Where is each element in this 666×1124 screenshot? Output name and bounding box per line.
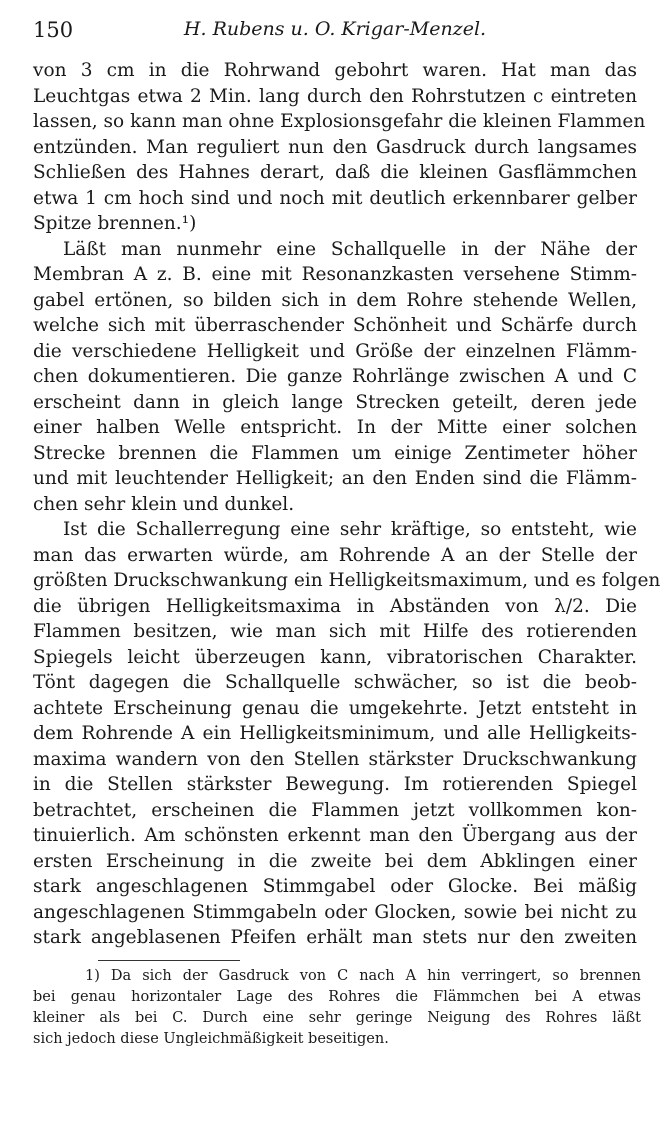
body-line: Strecke brennen die Flammen um einige Zentimeter höher <box>33 442 637 464</box>
body-line: die übrigen Helligkeitsmaxima in Abständen von λ/2. Die <box>33 595 637 617</box>
body-line: Leuchtgas etwa 2 Min. lang durch den Rohrstutzen c eintreten <box>33 85 637 107</box>
body-line: Tönt dagegen die Schallquelle schwächer, so ist die beob- <box>33 672 637 693</box>
footnote-line: sich jedoch diese Ungleichmäßigkeit beseitigen. <box>33 1031 389 1047</box>
running-head: H. Rubens u. O. Krigar-Menzel. <box>183 18 487 40</box>
body-line: stark angeschlagenen Stimmgabel oder Glocke. Bei mäßig <box>33 876 637 897</box>
body-line: und mit leuchtender Helligkeit; an den Enden sind die Flämm- <box>33 468 637 489</box>
body-line: achtete Erscheinung genau die umgekehrte. Jetzt entsteht in <box>33 697 637 719</box>
body-line: welche sich mit überraschender Schönheit und Schärfe durch <box>33 315 637 336</box>
body-line: erscheint dann in gleich lange Strecken geteilt, deren jede <box>33 391 637 413</box>
body-line: dem Rohrende A ein Helligkeitsminimum, und alle Helligkeits- <box>33 723 637 744</box>
footnote-line: kleiner als bei C. Durch eine sehr geringe Neigung des Rohres läßt <box>33 1010 641 1026</box>
body-line: chen sehr klein und dunkel. <box>33 493 295 515</box>
body-line: die verschiedene Helligkeit und Größe der einzelnen Flämm- <box>33 340 637 362</box>
body-line: chen dokumentieren. Die ganze Rohrlänge zwischen A und C <box>33 366 637 387</box>
footnote-line: 1) Da sich der Gasdruck von C nach A hin verringert, so brennen <box>85 968 641 984</box>
body-line: lassen, so kann man ohne Explosionsgefahr die kleinen Flammen <box>33 111 646 132</box>
page-number: 150 <box>33 18 74 42</box>
body-line: stark angeblasenen Pfeifen erhält man stets nur den zweiten <box>33 927 637 948</box>
body-line: angeschlagenen Stimmgabeln oder Glocken, sowie bei nicht zu <box>33 901 637 923</box>
body-line: Ist die Schallerregung eine sehr kräftige, so entsteht, wie <box>63 519 637 540</box>
body-line: einer halben Welle entspricht. In der Mitte einer solchen <box>33 417 637 438</box>
body-line: tinuierlich. Am schönsten erkennt man den Übergang aus der <box>33 825 637 846</box>
footnote-rule <box>98 960 240 961</box>
body-line: maxima wandern von den Stellen stärkster Druckschwankung <box>33 748 637 770</box>
body-line: Spiegels leicht überzeugen kann, vibratorischen Charakter. <box>33 646 637 668</box>
footnote-line: bei genau horizontaler Lage des Rohres die Flämmchen bei A etwas <box>33 989 641 1005</box>
body-line: Schließen des Hahnes derart, daß die kleinen Gasflämmchen <box>33 162 637 183</box>
body-line: entzünden. Man reguliert nun den Gasdruck durch langsames <box>33 136 637 158</box>
body-line: betrachtet, erscheinen die Flammen jetzt vollkommen kon- <box>33 799 637 821</box>
body-line: Spitze brennen.¹) <box>33 213 197 234</box>
body-line: in die Stellen stärkster Bewegung. Im rotierenden Spiegel <box>33 774 637 795</box>
page-header <box>33 18 637 48</box>
body-text <box>33 58 661 951</box>
body-line: ersten Erscheinung in die zweite bei dem Abklingen einer <box>33 850 637 872</box>
footnote <box>33 966 641 1050</box>
body-line: etwa 1 cm hoch sind und noch mit deutlich erkennbarer gelber <box>33 187 637 209</box>
body-line: von 3 cm in die Rohrwand gebohrt waren. Hat man das <box>33 60 637 81</box>
body-line: größten Druckschwankung ein Helligkeitsmaximum, und es folgen <box>33 570 661 591</box>
body-line: gabel ertönen, so bilden sich in dem Rohre stehende Wellen, <box>33 289 637 311</box>
body-line: Flammen besitzen, wie man sich mit Hilfe des rotierenden <box>33 621 637 642</box>
body-line: Läßt man nunmehr eine Schallquelle in der Nähe der <box>63 238 637 260</box>
body-line: man das erwarten würde, am Rohrende A an der Stelle der <box>33 544 637 566</box>
body-line: Membran A z. B. eine mit Resonanzkasten versehene Stimm- <box>33 264 637 285</box>
